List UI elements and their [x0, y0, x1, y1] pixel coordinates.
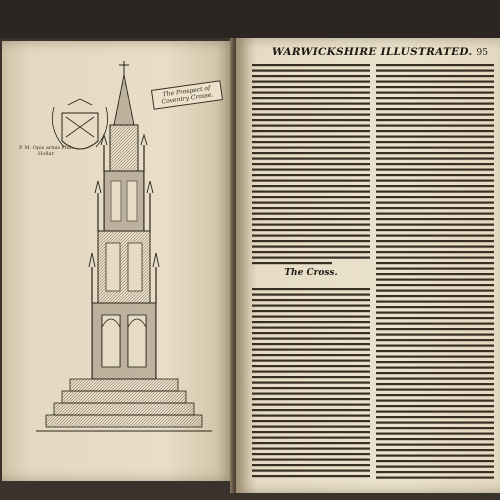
text-column-right [376, 62, 494, 484]
left-page [2, 41, 234, 481]
coventry-cross-engraving [26, 53, 222, 468]
running-head: WARWICKSHIRE ILLUSTRATED. [272, 46, 473, 58]
right-page [236, 38, 500, 493]
page-number: 95 [476, 48, 488, 58]
text-lines-block-b [376, 62, 494, 482]
section-title: The Cross. [284, 268, 338, 278]
plate-caption: P. M. Opis armis Phil. Hollar [18, 145, 74, 157]
coat-of-arms [52, 99, 107, 149]
text-column-left [252, 62, 370, 484]
plate-title: The Prospect of Coventry Crosse. [151, 80, 223, 110]
